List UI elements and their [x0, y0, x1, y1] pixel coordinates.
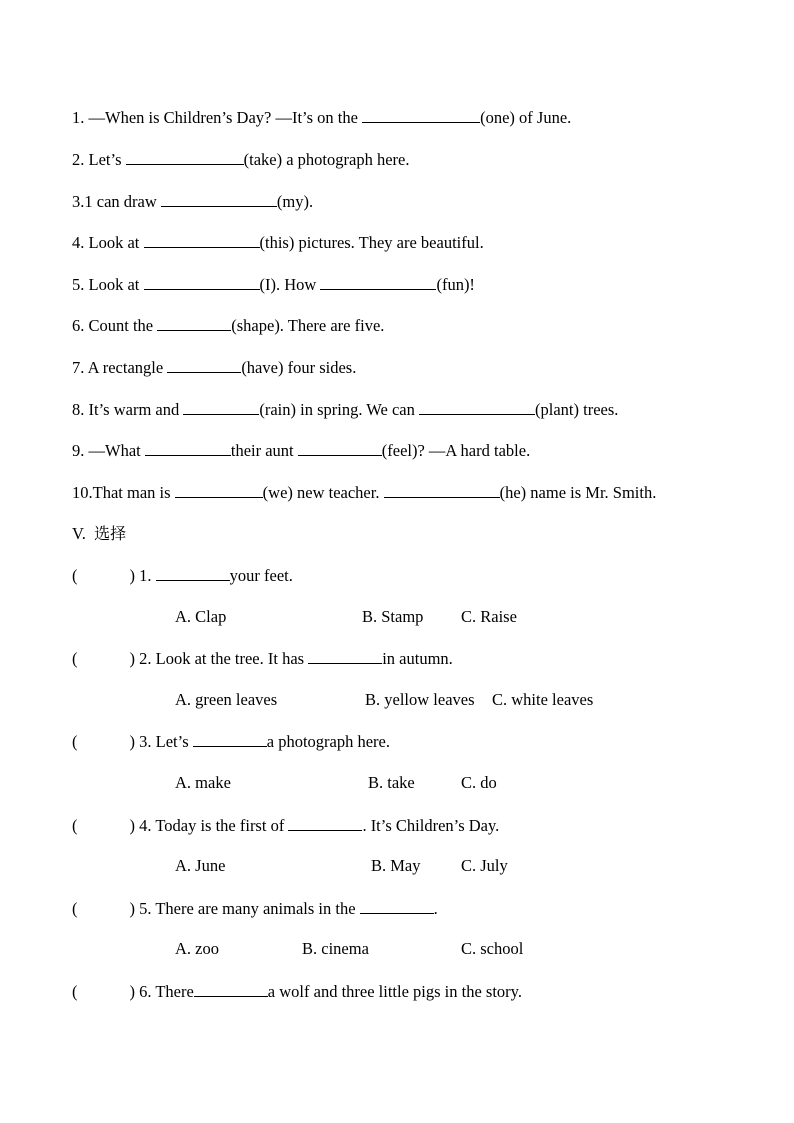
question-1 — [72, 107, 571, 128]
question-3 — [72, 191, 313, 212]
answer-blank[interactable] — [161, 191, 277, 207]
question-text: in autumn. — [382, 649, 453, 668]
option-b[interactable]: B. May — [371, 856, 421, 875]
section-number: V. — [72, 524, 86, 543]
answer-blank[interactable] — [144, 274, 260, 290]
answer-paren[interactable]: ( — [72, 899, 78, 918]
choice-question-1 — [72, 565, 293, 586]
question-text: (we) new teacher. — [262, 483, 384, 502]
option-c[interactable]: C. Raise — [461, 607, 517, 626]
question-2 — [72, 149, 409, 170]
option-c[interactable]: C. July — [461, 856, 508, 875]
answer-paren[interactable]: ( — [72, 982, 78, 1001]
option-a[interactable]: A. June — [175, 856, 226, 875]
question-10 — [72, 482, 656, 503]
question-text: 9. —What — [72, 441, 145, 460]
question-text: 8. It’s warm and — [72, 400, 184, 419]
question-text: (fun)! — [436, 275, 475, 294]
choice-question-4 — [72, 815, 499, 836]
question-6 — [72, 315, 384, 336]
question-text: ) 5. There are many animals in the — [129, 899, 360, 918]
option-a[interactable]: A. Clap — [175, 607, 227, 626]
question-text: (have) four sides. — [241, 358, 357, 377]
answer-blank[interactable] — [156, 565, 230, 581]
option-b[interactable]: B. yellow leaves — [365, 690, 475, 709]
option-a[interactable]: A. zoo — [175, 939, 219, 958]
answer-blank[interactable] — [167, 357, 241, 373]
question-text: . It’s Children’s Day. — [362, 816, 500, 835]
section-title: 选择 — [94, 524, 127, 543]
option-b[interactable]: B. cinema — [302, 939, 369, 958]
question-text: (feel)? —A hard table. — [381, 441, 531, 460]
answer-blank[interactable] — [320, 274, 436, 290]
option-a[interactable]: A. green leaves — [175, 690, 278, 709]
choice-question-2 — [72, 648, 453, 669]
answer-blank[interactable] — [194, 981, 268, 997]
question-text: (my). — [276, 192, 314, 211]
question-text: 2. Let’s — [72, 150, 126, 169]
answer-blank[interactable] — [419, 399, 535, 415]
question-4 — [72, 232, 484, 253]
question-text: 3.1 can draw — [72, 192, 161, 211]
question-text: (rain) in spring. We can — [259, 400, 420, 419]
question-text: a photograph here. — [266, 732, 390, 751]
question-text: 4. Look at — [72, 233, 144, 252]
section-heading — [72, 524, 126, 544]
choice-question-3 — [72, 731, 390, 752]
answer-blank[interactable] — [288, 815, 362, 831]
question-text: (take) a photograph here. — [243, 150, 410, 169]
question-text: ) 3. Let’s — [129, 732, 193, 751]
question-text: 5. Look at — [72, 275, 144, 294]
answer-blank[interactable] — [362, 107, 480, 123]
question-text: 1. —When is Children’s Day? —It’s on the — [72, 108, 363, 127]
answer-blank[interactable] — [157, 315, 231, 331]
question-9 — [72, 440, 530, 461]
option-c[interactable]: C. school — [461, 939, 524, 958]
question-text: your feet. — [229, 566, 293, 585]
question-text: ) 4. Today is the first of — [129, 816, 289, 835]
answer-blank[interactable] — [298, 440, 382, 456]
question-text: (one) of June. — [480, 108, 572, 127]
answer-blank[interactable] — [144, 232, 260, 248]
question-text: . — [433, 899, 438, 918]
question-8 — [72, 399, 618, 420]
answer-blank[interactable] — [308, 648, 382, 664]
question-text: ) 6. There — [129, 982, 194, 1001]
answer-paren[interactable]: ( — [72, 732, 78, 751]
choice-question-6 — [72, 981, 522, 1002]
option-b[interactable]: B. Stamp — [362, 607, 424, 626]
option-a[interactable]: A. make — [175, 773, 231, 792]
question-text: 10.That man is — [72, 483, 175, 502]
question-text: (he) name is Mr. Smith. — [499, 483, 657, 502]
answer-blank[interactable] — [183, 399, 259, 415]
question-text: (this) pictures. They are beautiful. — [259, 233, 484, 252]
question-text: their aunt — [230, 441, 298, 460]
option-c[interactable]: C. white leaves — [492, 690, 594, 709]
answer-blank[interactable] — [126, 149, 244, 165]
question-text: (plant) trees. — [535, 400, 619, 419]
option-c[interactable]: C. do — [461, 773, 497, 792]
answer-blank[interactable] — [384, 482, 500, 498]
answer-paren[interactable]: ( — [72, 649, 78, 668]
answer-blank[interactable] — [193, 731, 267, 747]
question-text: (shape). There are five. — [231, 316, 385, 335]
option-b[interactable]: B. take — [368, 773, 415, 792]
question-text: ) 1. — [129, 566, 156, 585]
answer-paren[interactable]: ( — [72, 816, 78, 835]
question-text: 7. A rectangle — [72, 358, 168, 377]
question-text: (I). How — [259, 275, 321, 294]
answer-blank[interactable] — [360, 898, 434, 914]
answer-blank[interactable] — [175, 482, 263, 498]
answer-paren[interactable]: ( — [72, 566, 78, 585]
choice-question-5 — [72, 898, 438, 919]
question-text: a wolf and three little pigs in the story. — [267, 982, 522, 1001]
question-text: ) 2. Look at the tree. It has — [129, 649, 309, 668]
question-text: 6. Count the — [72, 316, 158, 335]
question-5 — [72, 274, 475, 295]
answer-blank[interactable] — [145, 440, 231, 456]
question-7 — [72, 357, 356, 378]
